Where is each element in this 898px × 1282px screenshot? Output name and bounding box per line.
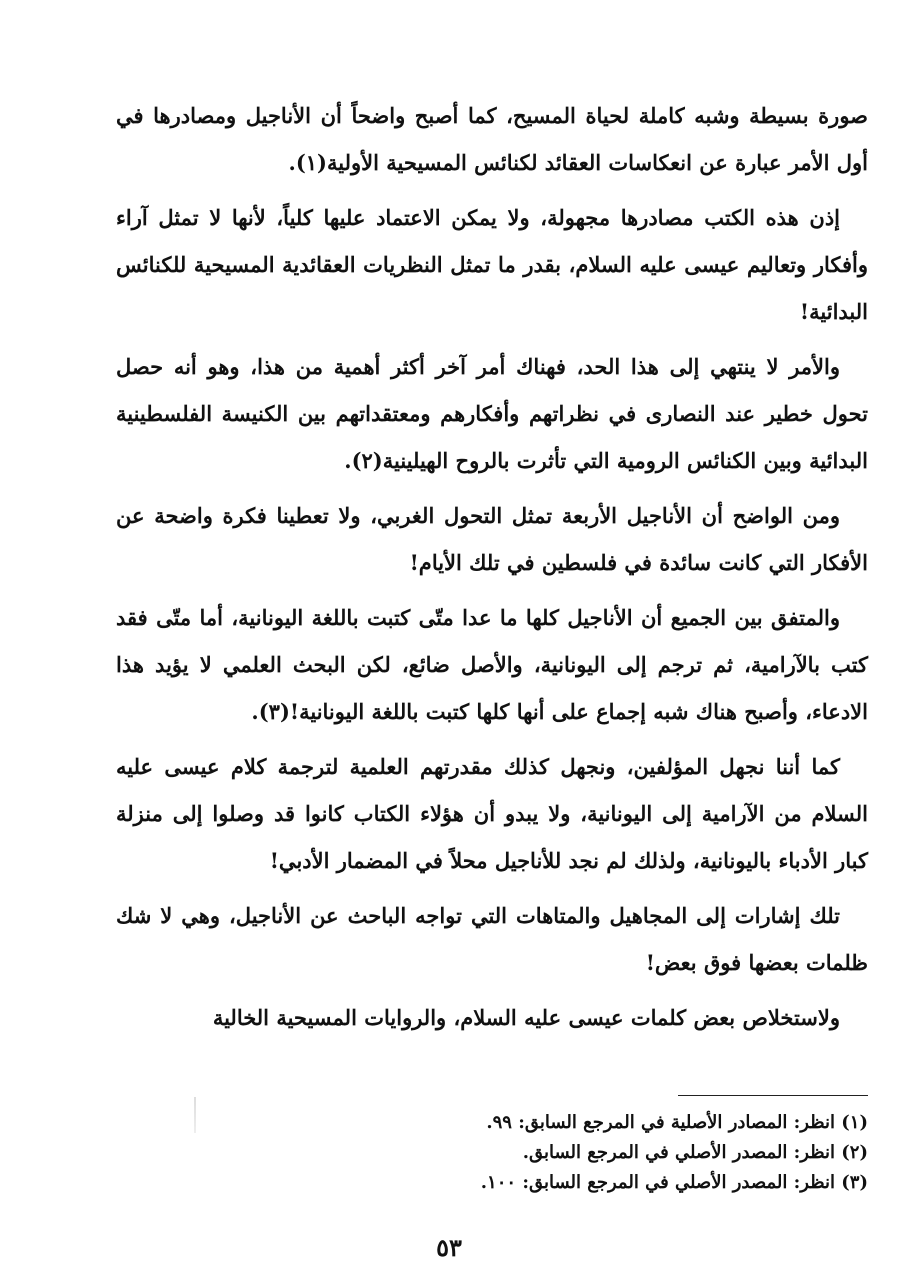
paragraph: إذن هذه الكتب مصادرها مجهولة، ولا يمكن الاعتماد عليها كلياً، لأنها لا تمثل آراء وأفكار وتعاليم عيسى عليه السلام، بقدر ما تمثل النظريات العقائدية المسيحية للكنائس البدائية! [116, 205, 868, 324]
body-text [116, 92, 868, 1049]
scan-artifact [194, 1097, 196, 1133]
footnote-3: (٣) انظر: المصدر الأصلي في المرجع السابق: ١٠٠. [480, 1172, 868, 1193]
page-number: ٥٣ [436, 1233, 462, 1262]
paragraph: والمتفق بين الجميع أن الأناجيل كلها ما عدا متّى كتبت باللغة اليونانية، أما متّى فقد كتب بالآرامية، ثم ترجم إلى اليونانية، والأصل ضائع، لكن البحث العلمي لا يؤيد هذا الادعاء، وأصبح هناك شبه إجماع على أنها كلها كتبت باللغة اليونانية!(٣). [116, 605, 869, 724]
paragraph: ولاستخلاص بعض كلمات عيسى عليه السلام، والروايات المسيحية الخالية [212, 1005, 840, 1030]
paragraph: تلك إشارات إلى المجاهيل والمتاهات التي تواجه الباحث عن الأناجيل، وهي لا شك ظلمات بعضها فوق بعض! [116, 903, 868, 975]
paragraph: والأمر لا ينتهي إلى هذا الحد، فهناك أمر آخر أكثر أهمية من هذا، وهو أنه حصل تحول خطير عند النصارى في نظراتهم وأفكارهم ومعتقداتهم بين الكنيسة الفلسطينية البدائية وبين الكنائس الرومية التي تأثرت بالروح الهيلينية(٢). [116, 354, 868, 473]
paragraph-continuation: صورة بسيطة وشبه كاملة لحياة المسيح، كما أصبح واضحاً أن الأناجيل ومصادرها في أول الأمر عبارة عن انعكاسات العقائد لكنائس المسيحية الأولية(١). [116, 103, 868, 175]
paragraph: ومن الواضح أن الأناجيل الأربعة تمثل التحول الغربي، ولا تعطينا فكرة واضحة عن الأفكار التي كانت سائدة في فلسطين في تلك الأيام! [116, 503, 868, 575]
footnote-separator [678, 1095, 868, 1096]
footnote-2: (٢) انظر: المصدر الأصلي في المرجع السابق. [522, 1142, 868, 1163]
footnote-1: (١) انظر: المصادر الأصلية في المرجع السابق: ٩٩. [486, 1112, 868, 1133]
paragraph: كما أننا نجهل المؤلفين، ونجهل كذلك مقدرتهم العلمية لترجمة كلام عيسى عليه السلام من الآرامية إلى اليونانية، ولا يبدو أن هؤلاء الكتاب كانوا قد وصلوا إلى منزلة كبار الأدباء باليونانية، ولذلك لم نجد للأناجيل محلاً في المضمار الأدبي! [116, 754, 868, 873]
footnotes [300, 1108, 868, 1198]
